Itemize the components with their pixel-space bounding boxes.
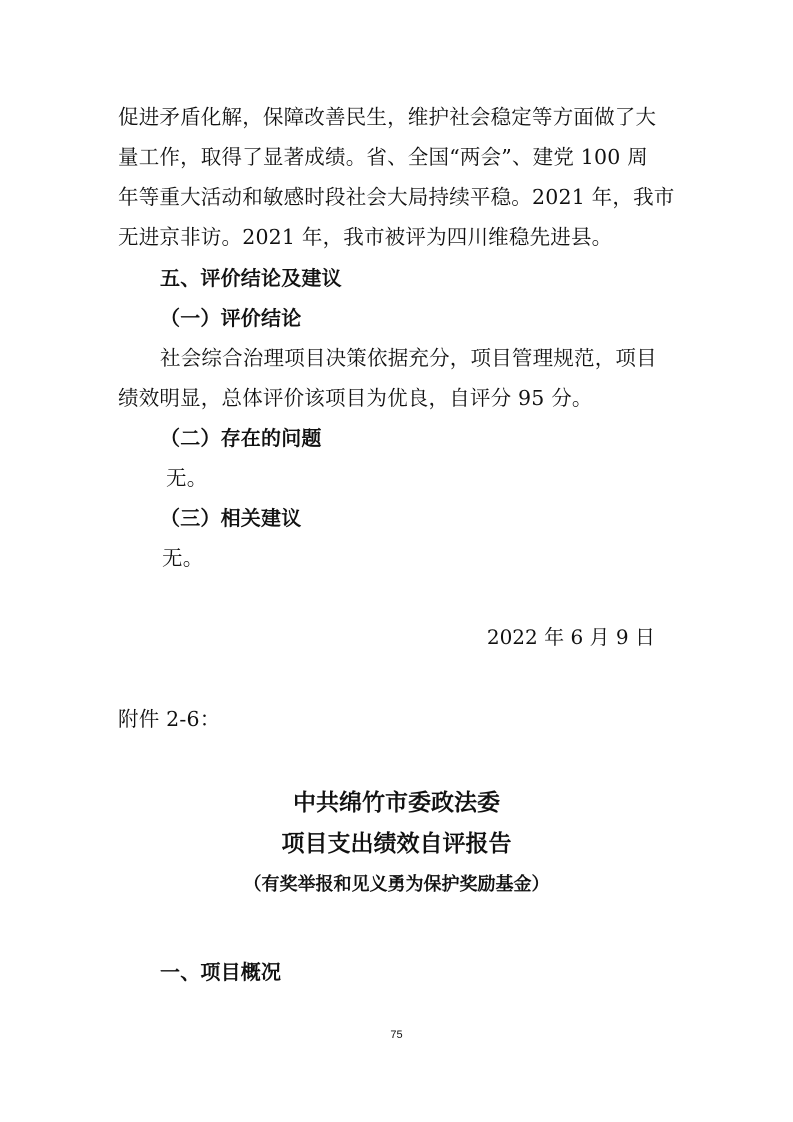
section-heading-evaluation-conclusion: 五、评价结论及建议 <box>160 266 342 290</box>
attachment-label: 附件 2-6： <box>118 707 221 731</box>
page-number: 75 <box>390 1029 403 1041</box>
problems-text: 无。 <box>166 466 208 490</box>
report-title-line-1: 中共绵竹市委政法委 <box>293 790 500 816</box>
report-date: 2022 年 6 月 9 日 <box>486 625 655 649</box>
section-heading-project-overview: 一、项目概况 <box>160 960 282 984</box>
body-paragraph-line-2: 量工作，取得了显著成绩。省、全国“两会”、建党 100 周 <box>118 145 648 169</box>
subheading-evaluation-conclusion: （一）评价结论 <box>160 306 302 330</box>
body-paragraph-line-3: 年等重大活动和敏感时段社会大局持续平稳。2021 年，我市 <box>118 185 675 209</box>
subheading-existing-problems: （二）存在的问题 <box>160 426 322 450</box>
subheading-related-suggestions: （三）相关建议 <box>160 506 302 530</box>
suggestions-text: 无。 <box>162 546 204 570</box>
body-paragraph-line-1: 促进矛盾化解，保障改善民生，维护社会稳定等方面做了大 <box>118 105 657 129</box>
report-title-line-2: 项目支出绩效自评报告 <box>281 831 512 857</box>
body-paragraph-line-4: 无进京非访。2021 年，我市被评为四川维稳先进县。 <box>118 225 613 249</box>
conclusion-text-line-1: 社会综合治理项目决策依据充分，项目管理规范，项目 <box>160 346 657 370</box>
conclusion-text-line-2: 绩效明显，总体评价该项目为优良，自评分 95 分。 <box>118 386 593 410</box>
report-subtitle: （有奖举报和见义勇为保护奖励基金） <box>243 874 550 895</box>
